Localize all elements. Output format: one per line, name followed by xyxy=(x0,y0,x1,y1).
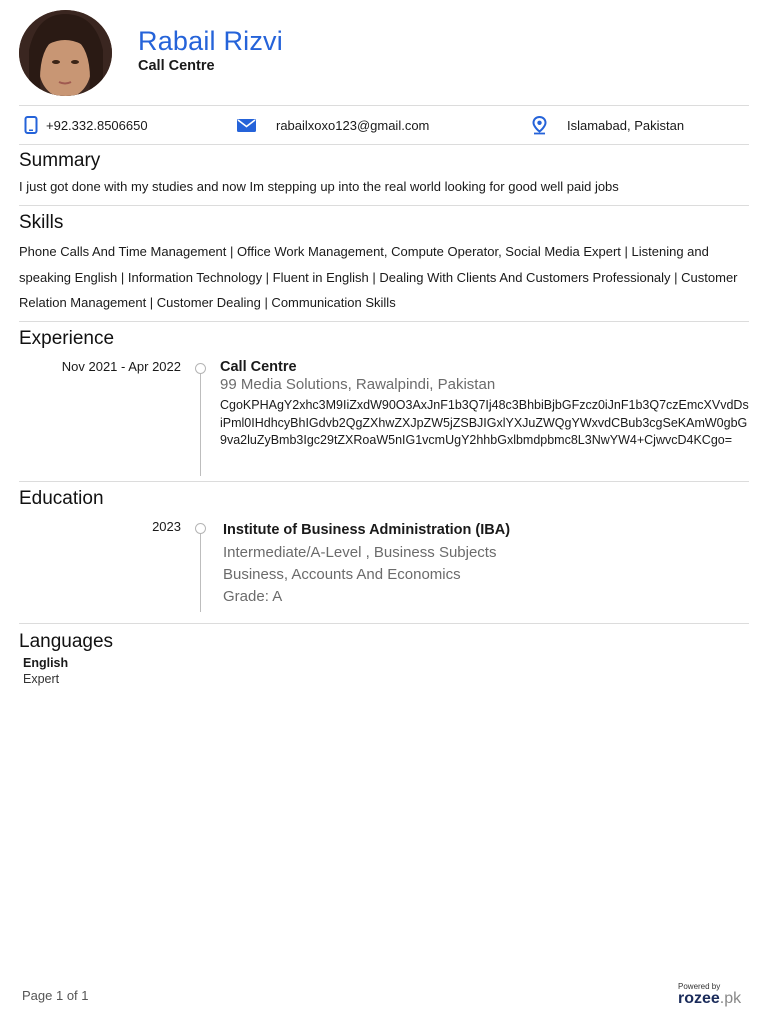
experience-heading: Experience xyxy=(19,328,115,349)
candidate-name: Rabail Rizvi xyxy=(138,26,283,56)
language-level: Expert xyxy=(23,672,60,686)
contact-phone xyxy=(24,106,148,144)
timeline-line xyxy=(200,370,201,476)
education-grade: Grade: A xyxy=(223,588,283,605)
education-heading: Education xyxy=(19,488,104,509)
powered-by-label: Powered by xyxy=(678,982,721,991)
location-text: Islamabad, Pakistan xyxy=(567,117,685,133)
experience-role: Call Centre xyxy=(220,359,297,375)
experience-dates: Nov 2021 - Apr 2022 xyxy=(61,359,181,374)
avatar xyxy=(19,10,112,96)
summary-heading: Summary xyxy=(19,150,101,171)
divider xyxy=(19,144,749,145)
contact-location xyxy=(532,106,684,144)
languages-heading: Languages xyxy=(19,631,114,652)
divider xyxy=(19,205,749,206)
education-year: 2023 xyxy=(152,519,181,534)
skills-text: Phone Calls And Time Management | Office Work Management, Compute Operator, Social Media Expert | Listening and speaking English | Information Technology | Fluent in English | Dealing With Clients And Customers Professionaly | Customer Relation Management | Customer Dealing | Communication Skills xyxy=(19,244,738,310)
phone-number: +92.332.8506650 xyxy=(46,117,148,133)
timeline-dot xyxy=(195,363,206,374)
education-level: Intermediate/A-Level , Business Subjects xyxy=(223,544,497,561)
summary-text: I just got done with my studies and now Im stepping up into the real world looking for good well paid jobs xyxy=(19,179,619,194)
divider xyxy=(19,321,749,322)
email-address: rabailxoxo123@gmail.com xyxy=(276,117,430,133)
timeline-line xyxy=(200,531,201,612)
rozee-logo-suffix: .pk xyxy=(719,990,742,1007)
language-name: English xyxy=(23,656,69,670)
experience-description: CgoKPHAgY2xhc3M9IiZxdW90O3AxJnF1b3Q7Ij48c3BhbiBjbGFzcz0iJnF1b3Q7czEmcXVvdDsiPml0IHdhcyBhIGdvb2QgZXhwZXJpZW5jZSBJIGxlYXJuZWQgYWxvdCBub3cgSeKAmW0gbG9va2luZyBmb3Igc29tZXRoaW5nIG1vcmUgY2hhbGxlbmdpbmc8L3NwYW4+CjwvcD4KCgo= xyxy=(220,398,749,447)
location-pin-icon xyxy=(532,116,547,135)
rozee-logo-main: rozee xyxy=(678,990,720,1007)
envelope-icon xyxy=(237,118,256,132)
contact-email xyxy=(237,106,429,144)
rozee-logo[interactable] xyxy=(678,990,741,1008)
divider xyxy=(19,623,749,624)
phone-icon xyxy=(24,116,38,134)
experience-company: 99 Media Solutions, Rawalpindi, Pakistan xyxy=(220,376,496,393)
timeline-dot xyxy=(195,523,206,534)
candidate-role: Call Centre xyxy=(138,58,215,74)
education-field: Business, Accounts And Economics xyxy=(223,566,461,583)
skills-heading: Skills xyxy=(19,212,64,233)
page-number: Page 1 of 1 xyxy=(22,988,89,1003)
divider xyxy=(19,481,749,482)
education-institution: Institute of Business Administration (IBA) xyxy=(223,522,511,538)
